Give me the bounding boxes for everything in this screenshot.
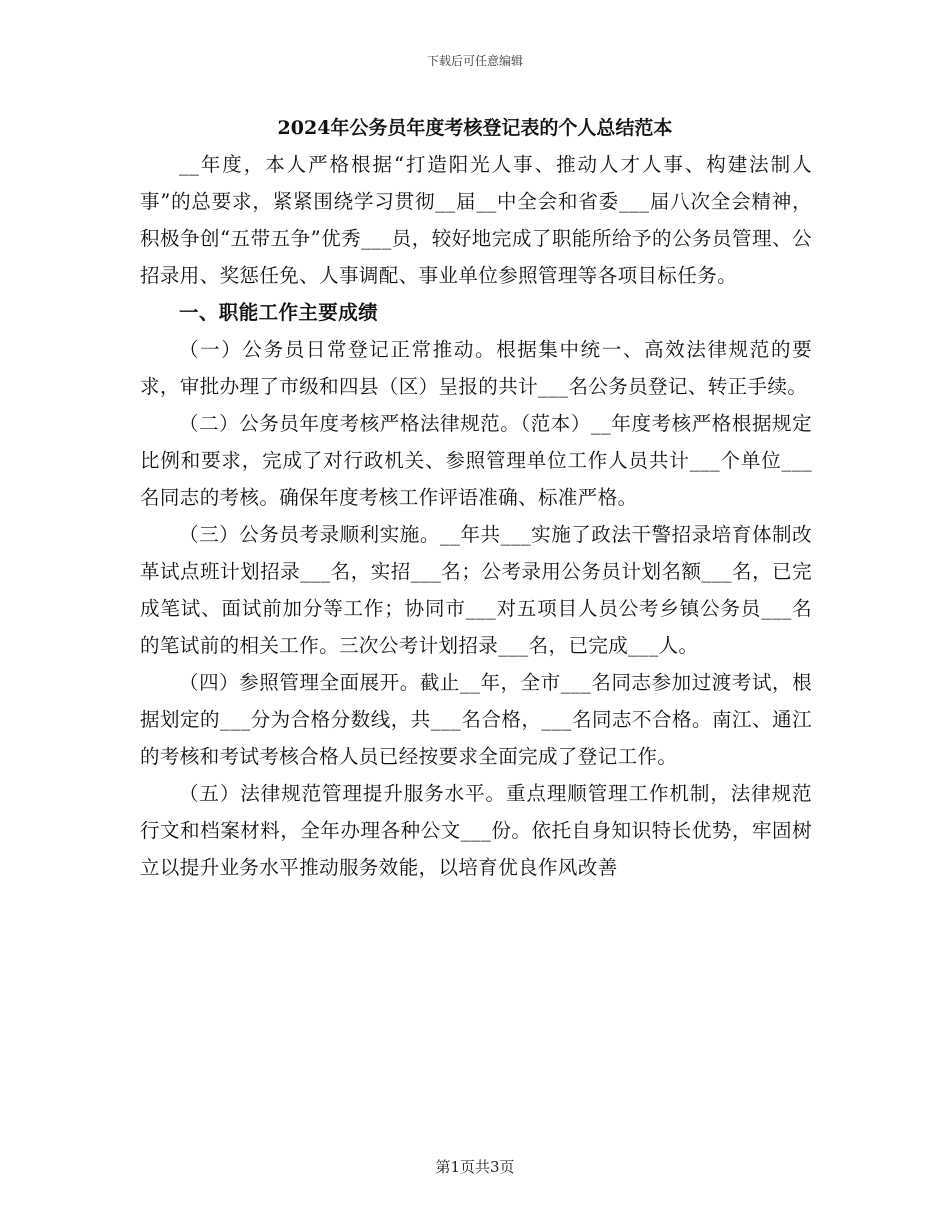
paragraph-item-1: （一）公务员日常登记正常推动。根据集中统一、高效法律规范的要求，审批办理了市级和四县（区）呈报的共计___名公务员登记、转正手续。 [140,338,812,398]
paragraph-item-4: （四）参照管理全面展开。截止__年，全市___名同志参加过渡考试，根据划定的___分为合格分数线，共___名合格，___名同志不合格。南江、通江的考核和考试考核合格人员已经按要求全面完成了登记工作。 [140,671,812,768]
header-note: 下载后可任意编辑 [426,54,523,68]
paragraph-item-2: （二）公务员年度考核严格法律规范。（范本）__年度考核严格根据规定比例和要求，完成了对行政机关、参照管理单位工作人员共计___个单位___名同志的考核。确保年度考核工作评语准确、标准严格。 [140,412,812,509]
page-footer: 第1页共3页 [435,1158,515,1176]
document-title: 2024年公务员年度考核登记表的个人总结范本 [277,117,673,139]
intro-paragraph: __年度，本人严格根据“打造阳光人事、推动人才人事、构建法制人事”的总要求，紧紧围绕学习贯彻__届__中全会和省委___届八次全会精神，积极争创“五带五争”优秀___员，较好地完成了职能所给予的公务员管理、公招录用、奖惩任免、人事调配、事业单位参照管理等各项目标任务。 [140,153,812,287]
section-heading: 一、职能工作主要成绩 [179,301,379,324]
document-body [140,146,812,886]
paragraph-item-5: （五）法律规范管理提升服务水平。重点理顺管理工作机制，法律规范行文和档案材料，全年办理各种公文___份。依托自身知识特长优势，牢固树立以提升业务水平推动服务效能，以培育优良作风改善 [140,782,812,879]
paragraph-item-3: （三）公务员考录顺利实施。__年共___实施了政法干警招录培育体制改革试点班计划招录___名，实招___名；公考录用公务员计划名额___名，已完成笔试、面试前加分等工作；协同市___对五项目人员公考乡镇公务员___名的笔试前的相关工作。三次公考计划招录___名，已完成___人。 [140,523,812,657]
